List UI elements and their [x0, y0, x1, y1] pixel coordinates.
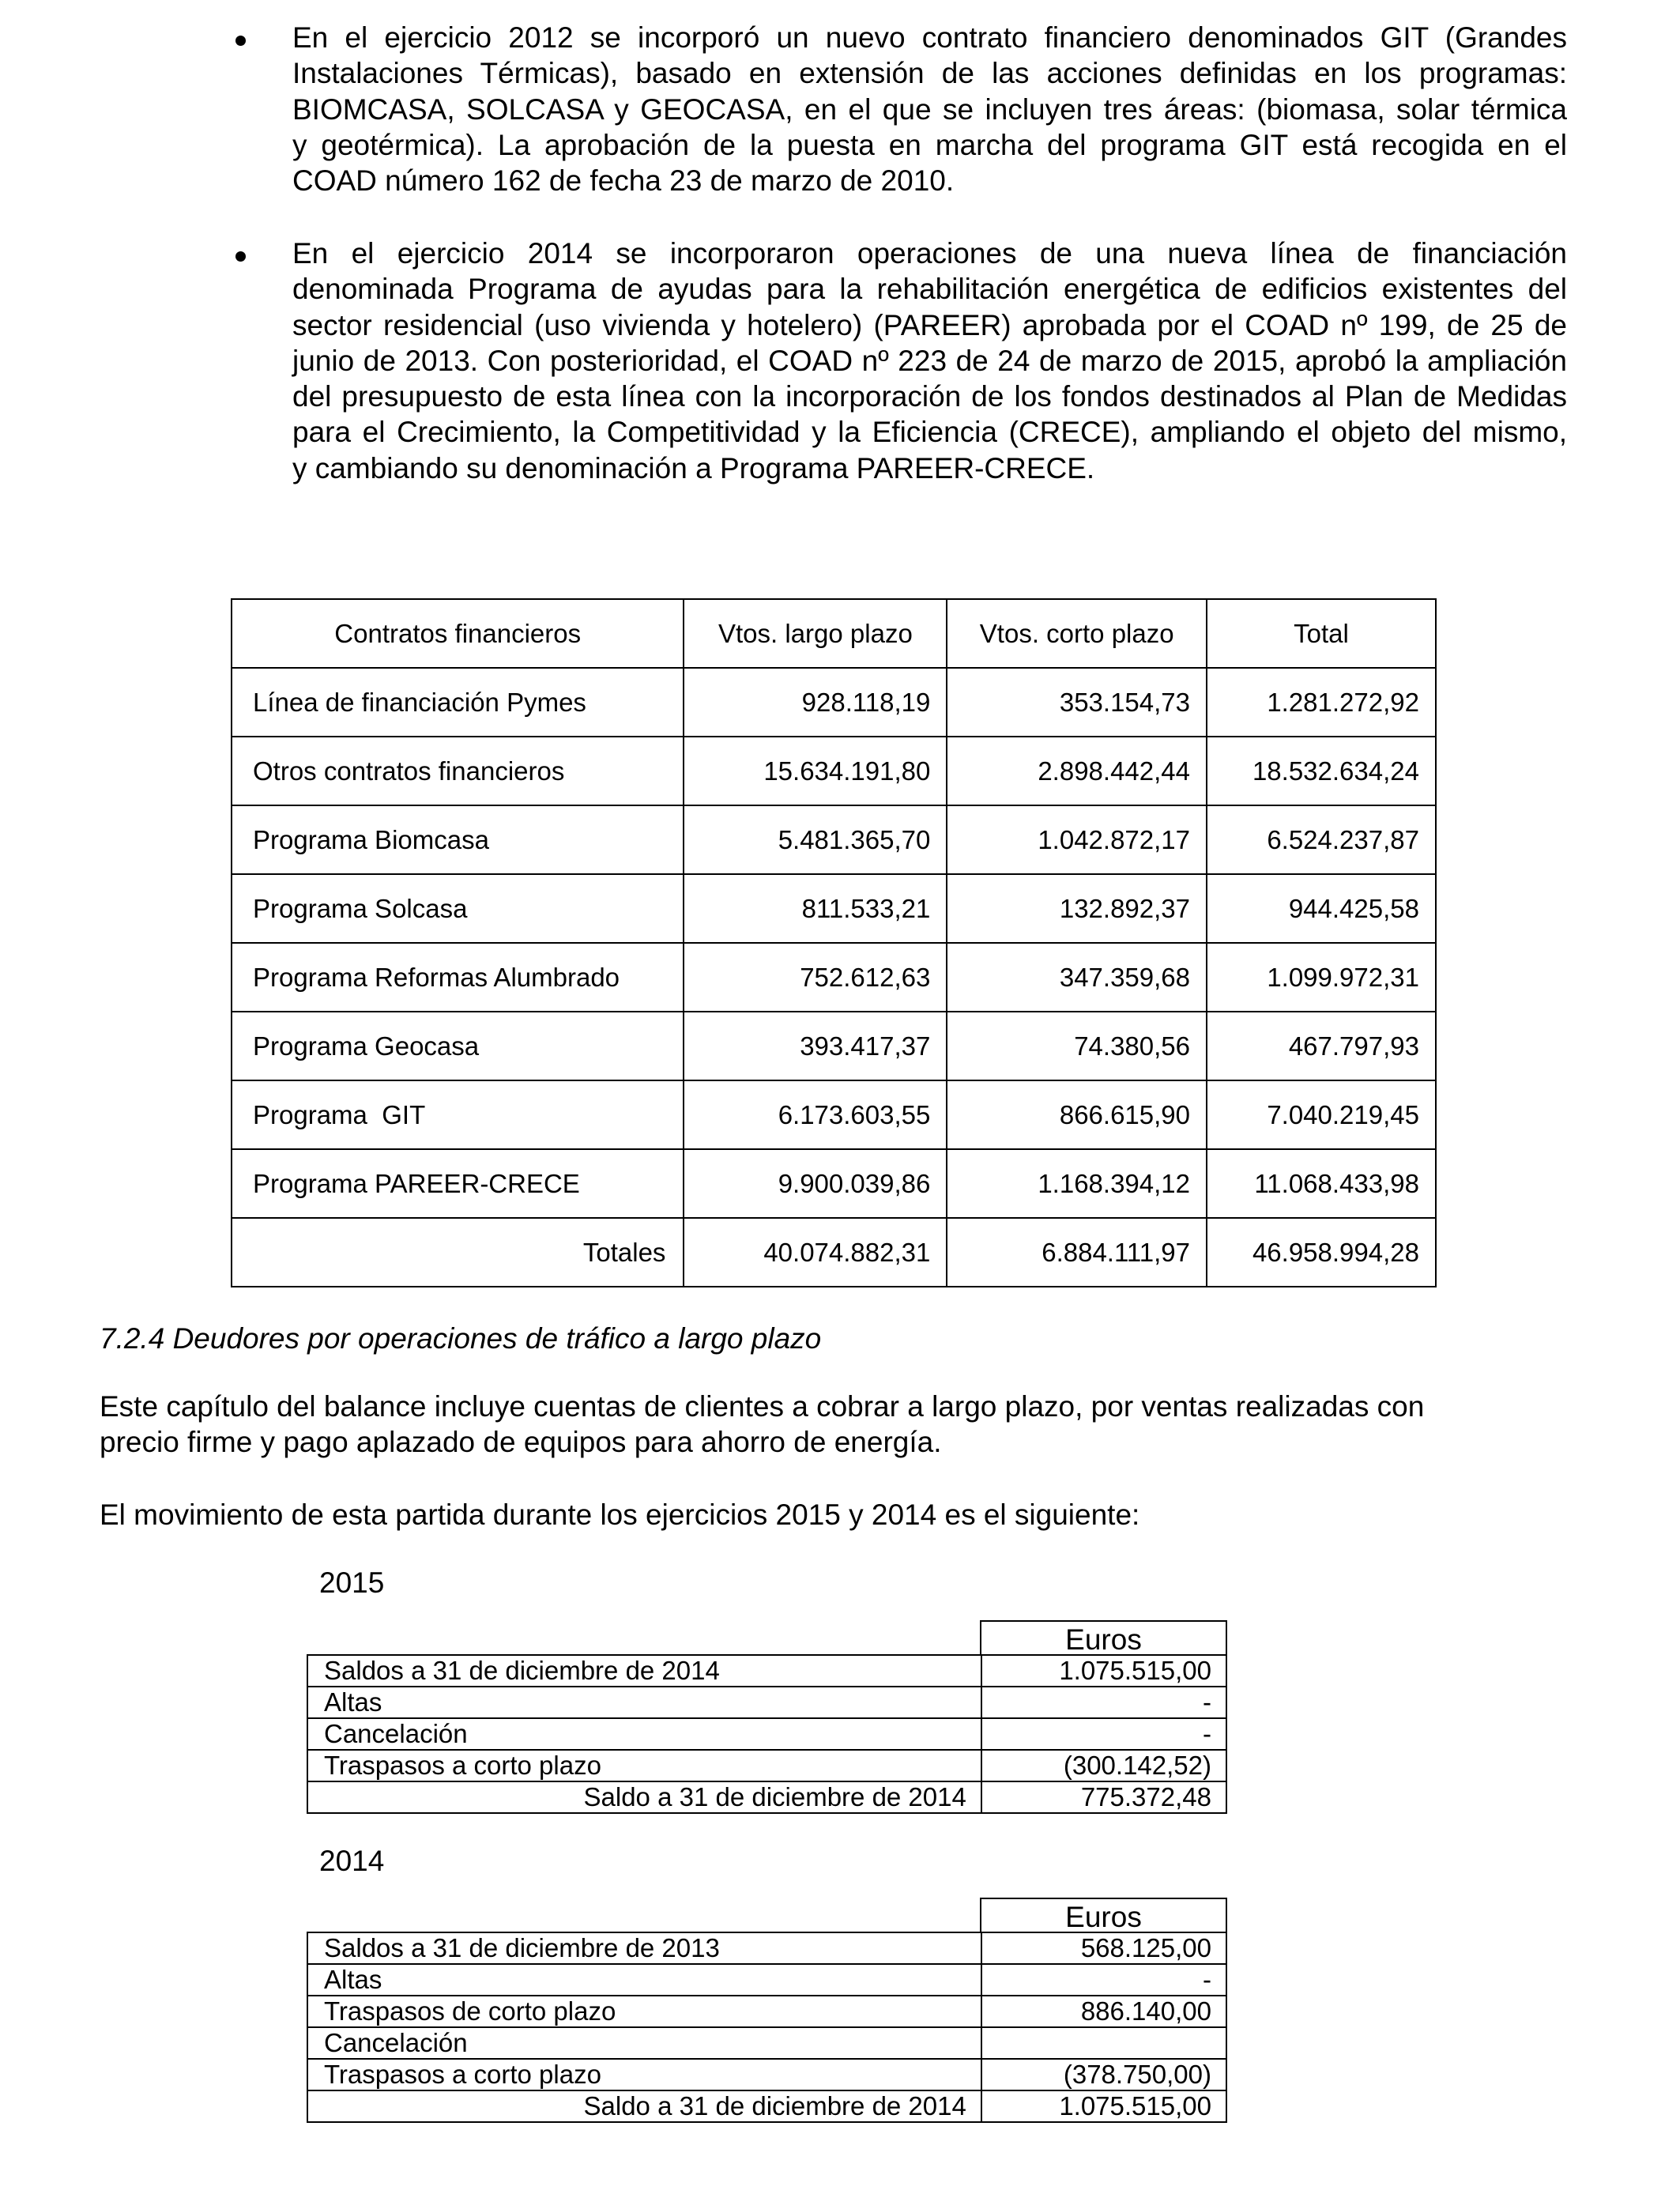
cell-value: 866.615,90	[947, 1080, 1207, 1149]
row-label: Saldo a 31 de diciembre de 2014	[307, 2090, 981, 2122]
cell-value: 1.281.272,92	[1207, 668, 1436, 737]
contracts-table	[231, 598, 1437, 1287]
movement-table-2015	[307, 1620, 1227, 1826]
cell-value: 9.900.039,86	[684, 1149, 947, 1218]
cell-value: 353.154,73	[947, 668, 1207, 737]
row-label: Traspasos de corto plazo	[307, 1996, 981, 2027]
row-value: 886.140,00	[981, 1996, 1226, 2027]
bullet-text	[292, 236, 1567, 486]
cell-value: 752.612,63	[684, 943, 947, 1012]
column-header: Contratos financieros	[232, 599, 684, 668]
table-row	[307, 1964, 1226, 1996]
euros-header: Euros	[980, 1620, 1227, 1654]
table-row	[307, 1932, 1226, 1964]
total-value: 40.074.882,31	[684, 1218, 947, 1287]
table-row	[232, 737, 1436, 805]
cell-value: 944.425,58	[1207, 874, 1436, 943]
paragraph-description	[100, 1389, 1490, 1460]
row-value: 775.372,48	[981, 1781, 1226, 1813]
totals-label: Totales	[232, 1218, 684, 1287]
row-value	[981, 2027, 1226, 2059]
text-line: precio firme y pago aplazado de equipos para ahorro de energía.	[100, 1426, 942, 1458]
row-label: Saldos a 31 de diciembre de 2014	[307, 1655, 981, 1687]
table-row	[307, 1687, 1226, 1718]
row-label: Altas	[307, 1687, 981, 1718]
cell-value: 1.099.972,31	[1207, 943, 1436, 1012]
row-label: Saldos a 31 de diciembre de 2013	[307, 1932, 981, 1964]
row-label: Programa PAREER-CRECE	[232, 1149, 684, 1218]
cell-value: 7.040.219,45	[1207, 1080, 1436, 1149]
row-label: Cancelación	[307, 1718, 981, 1750]
text-line: y cambiando su denominación a Programa PAREER-CRECE.	[292, 451, 1095, 484]
cell-value: 18.532.634,24	[1207, 737, 1436, 805]
row-label: Otros contratos financieros	[232, 737, 684, 805]
bullet-text	[292, 20, 1567, 198]
text-line: Instalaciones Térmicas), basado en extensión de las acciones definidas en los programas:	[292, 57, 1567, 90]
row-label: Programa Reformas Alumbrado	[232, 943, 684, 1012]
row-label: Traspasos a corto plazo	[307, 2059, 981, 2090]
cell-value: 132.892,37	[947, 874, 1207, 943]
cell-value: 74.380,56	[947, 1012, 1207, 1080]
row-label: Cancelación	[307, 2027, 981, 2059]
total-value: 6.884.111,97	[947, 1218, 1207, 1287]
row-label: Programa Geocasa	[232, 1012, 684, 1080]
movement-rows	[307, 1932, 1227, 2123]
row-value: (378.750,00)	[981, 2059, 1226, 2090]
row-label: Programa Solcasa	[232, 874, 684, 943]
movement-rows	[307, 1654, 1227, 1814]
cell-value: 6.524.237,87	[1207, 805, 1436, 874]
movement-table-2014	[307, 1898, 1227, 2135]
text-line: sector residencial (uso vivienda y hotelero) (PAREER) aprobada por el COAD nº 199, de 25 de	[292, 308, 1567, 341]
table-row	[232, 1012, 1436, 1080]
text-line: En el ejercicio 2012 se incorporó un nuevo contrato financiero denominados GIT (Grandes	[292, 21, 1567, 54]
cell-value: 928.118,19	[684, 668, 947, 737]
table-row	[307, 1996, 1226, 2027]
column-header: Vtos. corto plazo	[947, 599, 1207, 668]
table-row	[307, 1750, 1226, 1781]
table-row	[232, 805, 1436, 874]
final-balance-row	[307, 2090, 1226, 2122]
cell-value: 467.797,93	[1207, 1012, 1436, 1080]
table-row	[232, 874, 1436, 943]
table-row	[232, 668, 1436, 737]
text-line: Este capítulo del balance incluye cuentas de clientes a cobrar a largo plazo, por ventas realizadas con	[100, 1390, 1425, 1423]
row-label: Traspasos a corto plazo	[307, 1750, 981, 1781]
table-row	[232, 1080, 1436, 1149]
row-value: 1.075.515,00	[981, 1655, 1226, 1687]
cell-value: 6.173.603,55	[684, 1080, 947, 1149]
cell-value: 5.481.365,70	[684, 805, 947, 874]
text-line: COAD número 162 de fecha 23 de marzo de 2010.	[292, 164, 955, 198]
text-line: BIOMCASA, SOLCASA y GEOCASA, en el que se incluyen tres áreas: (biomasa, solar térmica	[292, 92, 1567, 126]
table-row	[232, 943, 1436, 1012]
euros-header: Euros	[980, 1898, 1227, 1932]
table-row	[232, 1149, 1436, 1218]
row-label: Programa GIT	[232, 1080, 684, 1149]
table-header-row	[232, 599, 1436, 668]
text-line: En el ejercicio 2014 se incorporaron operaciones de una nueva línea de financiación	[292, 237, 1567, 270]
row-label: Altas	[307, 1964, 981, 1996]
row-label: Programa Biomcasa	[232, 805, 684, 874]
paragraph-movement-intro: El movimiento de esta partida durante los ejercicios 2015 y 2014 es el siguiente:	[100, 1498, 1140, 1531]
year-label-2015: 2015	[319, 1566, 385, 1599]
cell-value: 15.634.191,80	[684, 737, 947, 805]
column-header: Vtos. largo plazo	[684, 599, 947, 668]
cell-value: 1.168.394,12	[947, 1149, 1207, 1218]
text-line: del presupuesto de esta línea con la incorporación de los fondos destinados al Plan de Medidas	[292, 380, 1567, 413]
table-row	[307, 2059, 1226, 2090]
bullet-dot-icon	[235, 36, 246, 46]
cell-value: 347.359,68	[947, 943, 1207, 1012]
text-line: y geotérmica). La aprobación de la puesta en marcha del programa GIT está recogida en el	[292, 128, 1567, 161]
text-line: denominada Programa de ayudas para la rehabilitación energética de edificios existentes del	[292, 273, 1567, 306]
cell-value: 2.898.442,44	[947, 737, 1207, 805]
row-value: -	[981, 1687, 1226, 1718]
row-label: Saldo a 31 de diciembre de 2014	[307, 1781, 981, 1813]
table-row	[307, 1718, 1226, 1750]
table-row	[307, 2027, 1226, 2059]
text-line: junio de 2013. Con posterioridad, el COAD nº 223 de 24 de marzo de 2015, aprobó la ampliación	[292, 344, 1567, 377]
text-line: para el Crecimiento, la Competitividad y la Eficiencia (CRECE), ampliando el objeto del mismo,	[292, 416, 1567, 449]
cell-value: 11.068.433,98	[1207, 1149, 1436, 1218]
cell-value: 393.417,37	[684, 1012, 947, 1080]
table-row	[307, 1655, 1226, 1687]
year-label-2014: 2014	[319, 1845, 385, 1877]
row-label: Línea de financiación Pymes	[232, 668, 684, 737]
row-value: 1.075.515,00	[981, 2090, 1226, 2122]
final-balance-row	[307, 1781, 1226, 1813]
row-value: -	[981, 1718, 1226, 1750]
column-header: Total	[1207, 599, 1436, 668]
row-value: (300.142,52)	[981, 1750, 1226, 1781]
section-heading: 7.2.4 Deudores por operaciones de tráfico a largo plazo	[100, 1322, 822, 1355]
bullet-dot-icon	[235, 251, 246, 262]
cell-value: 1.042.872,17	[947, 805, 1207, 874]
totals-row	[232, 1218, 1436, 1287]
total-value: 46.958.994,28	[1207, 1218, 1436, 1287]
row-value: 568.125,00	[981, 1932, 1226, 1964]
cell-value: 811.533,21	[684, 874, 947, 943]
row-value: -	[981, 1964, 1226, 1996]
